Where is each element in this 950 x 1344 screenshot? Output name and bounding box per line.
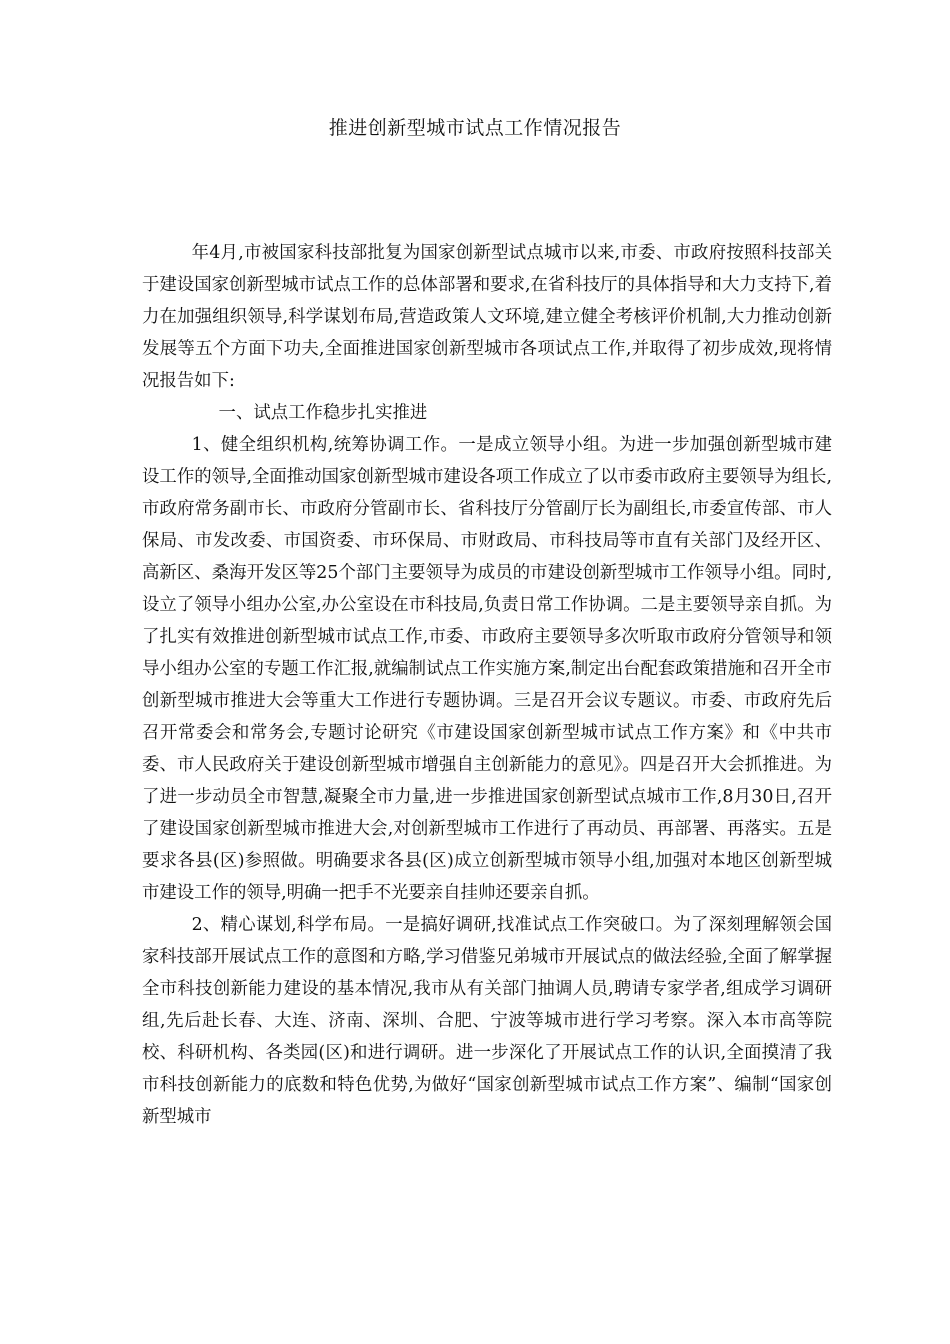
body-paragraph-organization: 1、健全组织机构,统筹协调工作。一是成立领导小组。为进一步加强创新型城市建设工作的领导,全面推动国家创新型城市建设各项工作成立了以市委市政府主要领导为组长,市政府常务副市长、市政府分管副市长、省科技厅分管副厅长为副组长,市委宣传部、市人保局、市发改委、市国资委、市环保局、市财政局、市科技局等市直有关部门及经开区、高新区、桑海开发区等25个部门主要领导为成员的市建设创新型城市工作领导小组。同时,设立了领导小组办公室,办公室设在市科技局,负责日常工作协调。二是主要领导亲自抓。为了扎实有效推进创新型城市试点工作,市委、市政府主要领导多次听取市政府分管领导和领导小组办公室的专题工作汇报,就编制试点工作实施方案,制定出台配套政策措施和召开全市创新型城市推进大会等重大工作进行专题协调。三是召开会议专题议。市委、市政府先后召开常委会和常务会,专题讨论研究《市建设国家创新型城市试点工作方案》和《中共市委、市人民政府关于建设创新型城市增强自主创新能力的意见》。四是召开大会抓推进。为了进一步动员全市智慧,凝聚全市力量,进一步推进国家创新型试点城市工作,8月30日,召开了建设国家创新型城市推进大会,对创新型城市工作进行了再动员、再部署、再落实。五是要求各县(区)参照做。明确要求各县(区)成立创新型城市领导小组,加强对本地区创新型城市建设工作的领导,明确一把手不光要亲自挂帅还要亲自抓。 bbox=[142, 435, 832, 903]
intro-paragraph: 年4月,市被国家科技部批复为国家创新型试点城市以来,市委、市政府按照科技部关于建设国家创新型城市试点工作的总体部署和要求,在省科技厅的具体指导和大力支持下,着力在加强组织领导,科学谋划布局,营造政策人文环境,建立健全考核评价机制,大力推动创新发展等五个方面下功夫,全面推进国家创新型城市各项试点工作,并取得了初步成效,现将情况报告如下: bbox=[142, 243, 832, 391]
document-body bbox=[142, 237, 832, 1133]
body-paragraph-planning: 2、精心谋划,科学布局。一是搞好调研,找准试点工作突破口。为了深刻理解领会国家科技部开展试点工作的意图和方略,学习借鉴兄弟城市开展试点的做法经验,全面了解掌握全市科技创新能力建设的基本情况,我市从有关部门抽调人员,聘请专家学者,组成学习调研组,先后赴长春、大连、济南、深圳、合肥、宁波等城市进行学习考察。深入本市高等院校、科研机构、各类园(区)和进行调研。进一步深化了开展试点工作的认识,全面摸清了我市科技创新能力的底数和特色优势,为做好“国家创新型城市试点工作方案”、编制“国家创新型城市 bbox=[142, 915, 832, 1127]
document-title: 推进创新型城市试点工作情况报告 bbox=[328, 117, 622, 139]
section-heading: 一、试点工作稳步扎实推进 bbox=[218, 403, 428, 423]
